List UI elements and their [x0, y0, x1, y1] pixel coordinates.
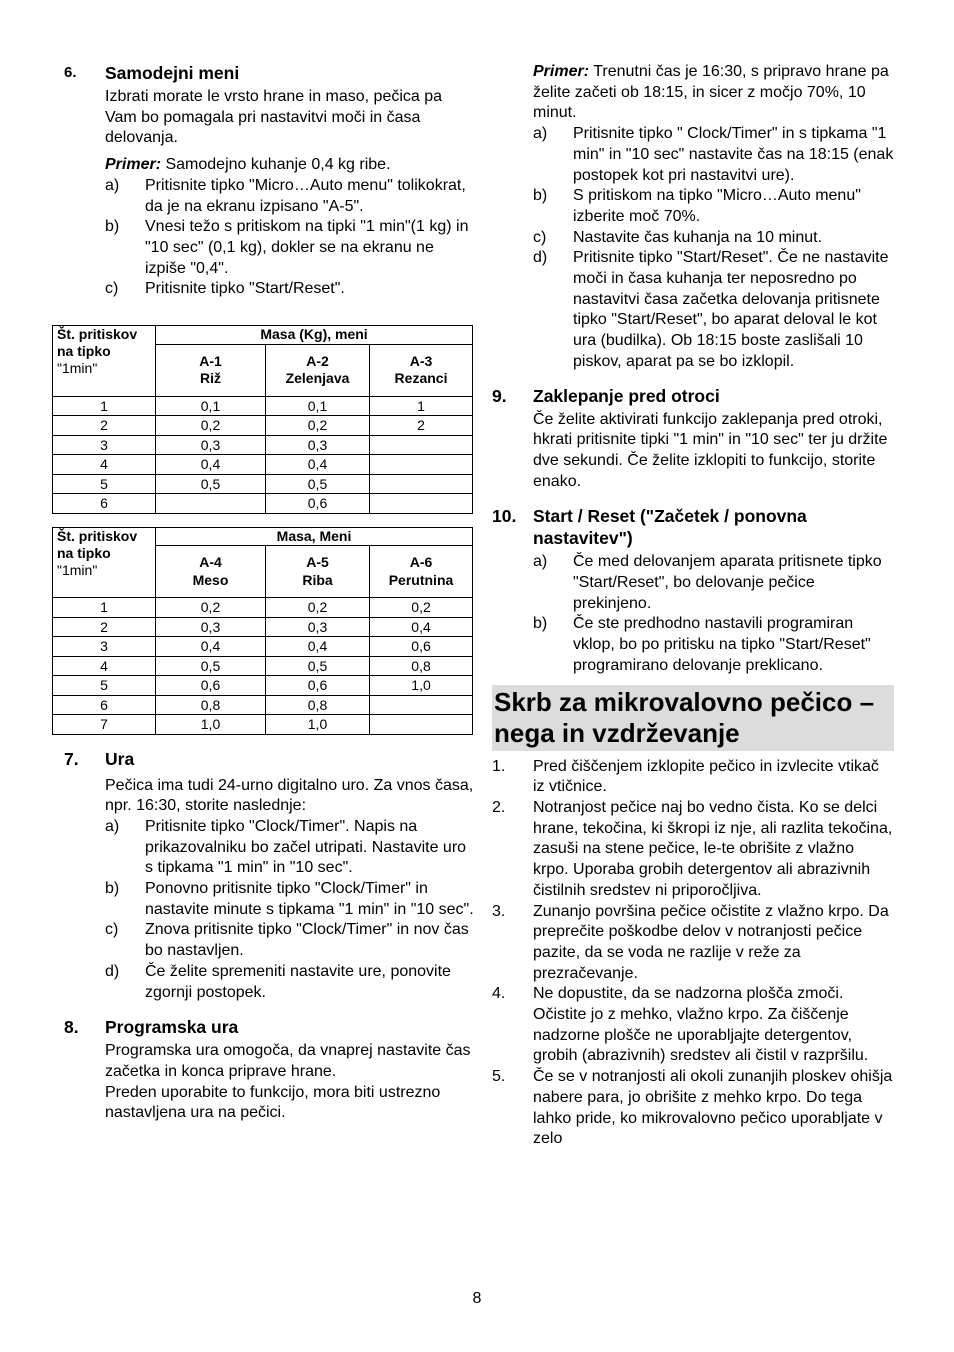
- paragraph: Če želite aktivirati funkcijo zaklepanja pred otroki, hkrati pritisnite tipki "1 min" in "10 sec" ter ju držite dve sekundi. Če želite izklopiti to funkcijo, storite enako.: [533, 410, 888, 490]
- list-marker: c): [533, 228, 547, 246]
- list-item: [105, 817, 474, 879]
- step-list: [533, 552, 894, 676]
- table-group-header: Masa (Kg), meni: [156, 326, 473, 345]
- auto-menu-table-1: [52, 325, 473, 514]
- list-text: Če ste predhodno nastavili programiran vklop, bo po pritisku na tipko "Start/Reset" programirano delovanje preklicano.: [573, 615, 871, 674]
- table-cell: 0,4: [266, 455, 370, 475]
- table-cell: 0,1: [156, 396, 266, 416]
- list-item: [533, 228, 894, 249]
- table-cell: 0,2: [156, 598, 266, 618]
- table-cell: 0,6: [370, 637, 473, 657]
- step-list: [105, 176, 474, 300]
- table-cell: [370, 474, 473, 494]
- corner-plain-text: "1min": [57, 561, 98, 578]
- list-item: [105, 962, 474, 1003]
- table-cell: 0,3: [266, 617, 370, 637]
- list-marker: 1.: [492, 757, 506, 775]
- table-cell: [370, 494, 473, 514]
- table-cell: [370, 715, 473, 735]
- table-cell: [370, 435, 473, 455]
- example-label: Primer:: [105, 156, 162, 174]
- table-cell: 0,5: [266, 474, 370, 494]
- column-name: Meso: [192, 571, 229, 588]
- column-code: A-6: [409, 554, 433, 571]
- table-cell: 0,5: [156, 656, 266, 676]
- section-number: 7.: [64, 748, 79, 769]
- column-header: [156, 344, 266, 396]
- example-label: Primer:: [533, 63, 590, 80]
- column-code: A-5: [306, 554, 329, 571]
- paragraph: Pečica ima tudi 24-urno digitalno uro. Za vnos časa, npr. 16:30, storite naslednje:: [105, 776, 474, 815]
- section-9-heading: [492, 385, 894, 407]
- table-cell: 6: [53, 494, 156, 514]
- table-cell: 0,3: [156, 435, 266, 455]
- step-list: [105, 817, 474, 1003]
- column-name: Zelenjava: [285, 370, 350, 387]
- list-item: [105, 217, 474, 279]
- table-cell: 0,8: [156, 695, 266, 715]
- list-item: [492, 798, 894, 902]
- table-cell: 0,8: [266, 695, 370, 715]
- corner-bold-text: Št. pritiskov na tipko: [57, 527, 138, 561]
- table-cell: 1,0: [156, 715, 266, 735]
- table-row: [53, 435, 473, 455]
- table-cell: 0,2: [156, 416, 266, 436]
- example-text: Trenutni čas je 16:30, s pripravo hrane pa želite začeti ob 18:15, in sicer z močjo 70%, 10 minut.: [533, 63, 889, 122]
- section-10-heading: [492, 505, 894, 549]
- table-cell: 0,1: [266, 396, 370, 416]
- list-item: [105, 279, 474, 300]
- list-marker: b): [533, 187, 548, 205]
- section-number: 8.: [64, 1017, 79, 1038]
- table-cell: 1: [53, 396, 156, 416]
- table-row: [53, 455, 473, 475]
- list-item: [492, 984, 894, 1067]
- column-header: [156, 546, 266, 598]
- table-cell: 5: [53, 676, 156, 696]
- list-marker: b): [105, 880, 120, 898]
- section-10-body: [533, 552, 894, 676]
- column-header: [266, 546, 370, 598]
- table-cell: 0,2: [370, 598, 473, 618]
- list-marker: d): [105, 962, 120, 980]
- list-text: Pritisnite tipko " Clock/Timer" in s tipkama "1 min" in "10 sec" nastavite čas na 18:15 (enak postopek kot pri nastavitvi ure).: [573, 125, 894, 184]
- paragraph: Izbrati morate le vrsto hrane in maso, pečica pa Vam bo pomagala pri nastavitvi moči in časa delovanja.: [105, 88, 443, 147]
- column-name: Riž: [200, 370, 221, 387]
- column-code: A-1: [199, 352, 222, 369]
- list-item: [105, 879, 474, 920]
- example-paragraph: [533, 62, 894, 124]
- example-paragraph: [105, 155, 474, 176]
- column-name: Riba: [302, 571, 333, 588]
- section-8-body: [105, 1041, 474, 1124]
- column-header: [370, 546, 473, 598]
- list-text: Če želite spremeniti nastavite ure, ponovite zgornji postopek.: [145, 962, 451, 1001]
- care-list: [492, 757, 894, 1150]
- table-group-header: Masa, Meni: [156, 527, 473, 546]
- section-9-body: [533, 410, 894, 493]
- list-marker: c): [105, 280, 119, 298]
- list-marker: 2.: [492, 798, 506, 816]
- care-heading: Skrb za mikrovalovno pečico – nega in vzdrževanje: [492, 685, 894, 751]
- list-item: [533, 186, 894, 227]
- table-cell: 4: [53, 455, 156, 475]
- table-row: [53, 715, 473, 735]
- table-row: [53, 396, 473, 416]
- list-item: [492, 902, 894, 985]
- list-marker: a): [533, 125, 548, 143]
- table-cell: 5: [53, 474, 156, 494]
- list-marker: d): [533, 249, 548, 267]
- table-cell: 1: [370, 396, 473, 416]
- table-row: [53, 617, 473, 637]
- list-text: Zunanjo površina pečice očistite z vlažno krpo. Da preprečite poškodbe delov v notranjosti pečice pazite, da se voda ne razlije v reže za prezračevanje.: [533, 902, 889, 982]
- table-cell: 7: [53, 715, 156, 735]
- right-column: [492, 62, 894, 1150]
- timer-example: [533, 62, 894, 373]
- list-item: [105, 920, 474, 961]
- table-cell: 0,3: [156, 617, 266, 637]
- list-item: [492, 757, 894, 798]
- list-text: Pred čiščenjem izklopite pečico in izvlecite vtikač iz vtičnice.: [533, 757, 879, 796]
- example-text: Samodejno kuhanje 0,4 kg ribe.: [161, 156, 391, 174]
- table-cell: 1,0: [370, 676, 473, 696]
- column-code: A-3: [409, 352, 433, 369]
- table-cell: 0,3: [266, 435, 370, 455]
- corner-plain-text: "1min": [57, 360, 98, 377]
- auto-menu-table-2: [52, 527, 473, 735]
- table-corner-header: [53, 527, 156, 598]
- list-text: Pritisnite tipko "Start/Reset".: [145, 280, 345, 298]
- table-cell: 0,8: [370, 656, 473, 676]
- column-code: A-4: [199, 554, 222, 571]
- column-name: Perutnina: [388, 571, 454, 588]
- list-text: Pritisnite tipko "Start/Reset". Če ne nastavite moči in časa kuhanja ter neposredno po nastavitvi časa začetka delovanja pritisnete tipko "Start/Reset", bo aparat deloval le kot ura (budilka). Ob 18:15 boste zaslišali 10 piskov, aparat pa se bo izklopil.: [573, 249, 889, 370]
- table-cell: 0,4: [156, 455, 266, 475]
- table-row: [53, 598, 473, 618]
- section-title: Ura: [105, 748, 135, 769]
- list-text: Notranjost pečice naj bo vedno čista. Ko se delci hrane, tekočina, ki škropi iz nje, ali razlita tekočina, zasuši na stene pečice, le-te obrišite z vlažno krpo. Uporaba grobih detergentov ali abrazivnih čistilnih sredstev ni priporočljiva.: [533, 798, 893, 899]
- table-cell: 3: [53, 637, 156, 657]
- list-text: Ponovno pritisnite tipko "Clock/Timer" in nastavite minute s tipkama "1 min" in "10 sec".: [145, 880, 474, 918]
- list-text: Ne dopustite, da se nadzorna plošča zmoči. Očistite jo z mehko, vlažno krpo. Za čiščenje nadzorne plošče ne uporabljajte detergentov, grobih (abrazivnih) sredstev ali čistil v razpršilu.: [533, 985, 869, 1065]
- table-row: [53, 656, 473, 676]
- table-cell: 6: [53, 695, 156, 715]
- table-cell: 4: [53, 656, 156, 676]
- table-cell: 0,5: [266, 656, 370, 676]
- list-item: [105, 176, 474, 217]
- section-number: 9.: [492, 385, 507, 406]
- table-cell: 2: [53, 617, 156, 637]
- list-marker: b): [533, 615, 548, 633]
- list-text: Vnesi težo s pritiskom na tipki "1 min"(1 kg) in "10 sec" (0,1 kg), dokler se na ekranu ne izpiše "0,4".: [145, 218, 469, 277]
- section-6-body: [105, 87, 474, 300]
- list-text: Pritisnite tipko "Clock/Timer". Napis na prikazovalniku bo začel utripati. Nastavite uro s tipkama "1 min" in "10 sec".: [145, 817, 467, 877]
- list-marker: 4.: [492, 985, 506, 1003]
- table-cell: 3: [53, 435, 156, 455]
- table-row: [53, 474, 473, 494]
- table-row: [53, 416, 473, 436]
- table-cell: 0,6: [266, 676, 370, 696]
- table-cell: 2: [53, 416, 156, 436]
- table-cell: 0,5: [156, 474, 266, 494]
- paragraph: Programska ura omogoča, da vnaprej nastavite čas začetka in konca priprave hrane.: [105, 1042, 471, 1080]
- list-text: Pritisnite tipko "Micro…Auto menu" tolikokrat, da je na ekranu izpisano "A-5".: [145, 176, 466, 215]
- paragraph: Preden uporabite to funkcijo, mora biti ustrezno nastavljena ura na pečici.: [105, 1083, 441, 1122]
- column-header: [266, 344, 370, 396]
- table-row: [53, 676, 473, 696]
- column-header: [370, 344, 473, 396]
- table-cell: [156, 494, 266, 514]
- list-text: Nastavite čas kuhanja na 10 minut.: [573, 228, 823, 246]
- list-item: [533, 552, 894, 614]
- table-corner-header: [53, 326, 156, 397]
- list-marker: 5.: [492, 1068, 506, 1086]
- section-8-heading: [64, 1016, 474, 1038]
- list-marker: a): [105, 176, 120, 194]
- section-title: Samodejni meni: [105, 63, 240, 83]
- table-cell: 0,4: [266, 637, 370, 657]
- table-cell: [370, 695, 473, 715]
- table-cell: 2: [370, 416, 473, 436]
- list-marker: 3.: [492, 902, 506, 920]
- list-marker: c): [105, 921, 119, 939]
- table-row: [53, 637, 473, 657]
- column-name: Rezanci: [394, 370, 448, 387]
- left-column: [57, 62, 474, 1124]
- list-marker: a): [533, 553, 548, 571]
- column-code: A-2: [306, 352, 329, 369]
- list-item: [533, 248, 894, 372]
- section-7-heading: [64, 748, 474, 770]
- list-text: Če se v notranjosti ali okoli zunanjih ploskev ohišja nabere para, jo obrišite z mehko krpo. Do tega lahko pride, ko mikrovalovno pečico uporabljate v zelo: [533, 1068, 893, 1148]
- table-row: [53, 494, 473, 514]
- section-7-body: [105, 776, 474, 1004]
- page-number: 8: [472, 1290, 482, 1307]
- section-title: Zaklepanje pred otroci: [533, 385, 720, 406]
- table-cell: 0,2: [266, 416, 370, 436]
- section-number: 10.: [492, 506, 517, 527]
- list-item: [533, 614, 894, 676]
- list-text: Znova pritisnite tipko "Clock/Timer" in nov čas bo nastavljen.: [145, 921, 469, 960]
- list-marker: a): [105, 817, 120, 835]
- section-title: Programska ura: [105, 1017, 239, 1038]
- table-cell: 0,4: [156, 637, 266, 657]
- section-title: Start / Reset ("Začetek / ponovna nastavitev"): [533, 506, 807, 549]
- list-text: S pritiskom na tipko "Micro…Auto menu" izberite moč 70%.: [573, 187, 861, 225]
- table-cell: 0,4: [370, 617, 473, 637]
- table-cell: 1,0: [266, 715, 370, 735]
- section-6-heading: [64, 62, 474, 84]
- table-cell: 0,6: [266, 494, 370, 514]
- table-body: [53, 396, 473, 513]
- list-item: [492, 1067, 894, 1150]
- step-list: [533, 124, 894, 372]
- section-number: 6.: [64, 64, 77, 81]
- list-marker: b): [105, 218, 120, 236]
- table-cell: [370, 455, 473, 475]
- table-body: [53, 598, 473, 735]
- list-text: Če med delovanjem aparata pritisnete tipko "Start/Reset", bo delovanje pečice prekinjeno.: [573, 553, 882, 612]
- list-item: [533, 124, 894, 186]
- corner-bold-text: Št. pritiskov na tipko: [57, 326, 138, 360]
- table-cell: 0,6: [156, 676, 266, 696]
- table-cell: 1: [53, 598, 156, 618]
- table-cell: 0,2: [266, 598, 370, 618]
- table-row: [53, 695, 473, 715]
